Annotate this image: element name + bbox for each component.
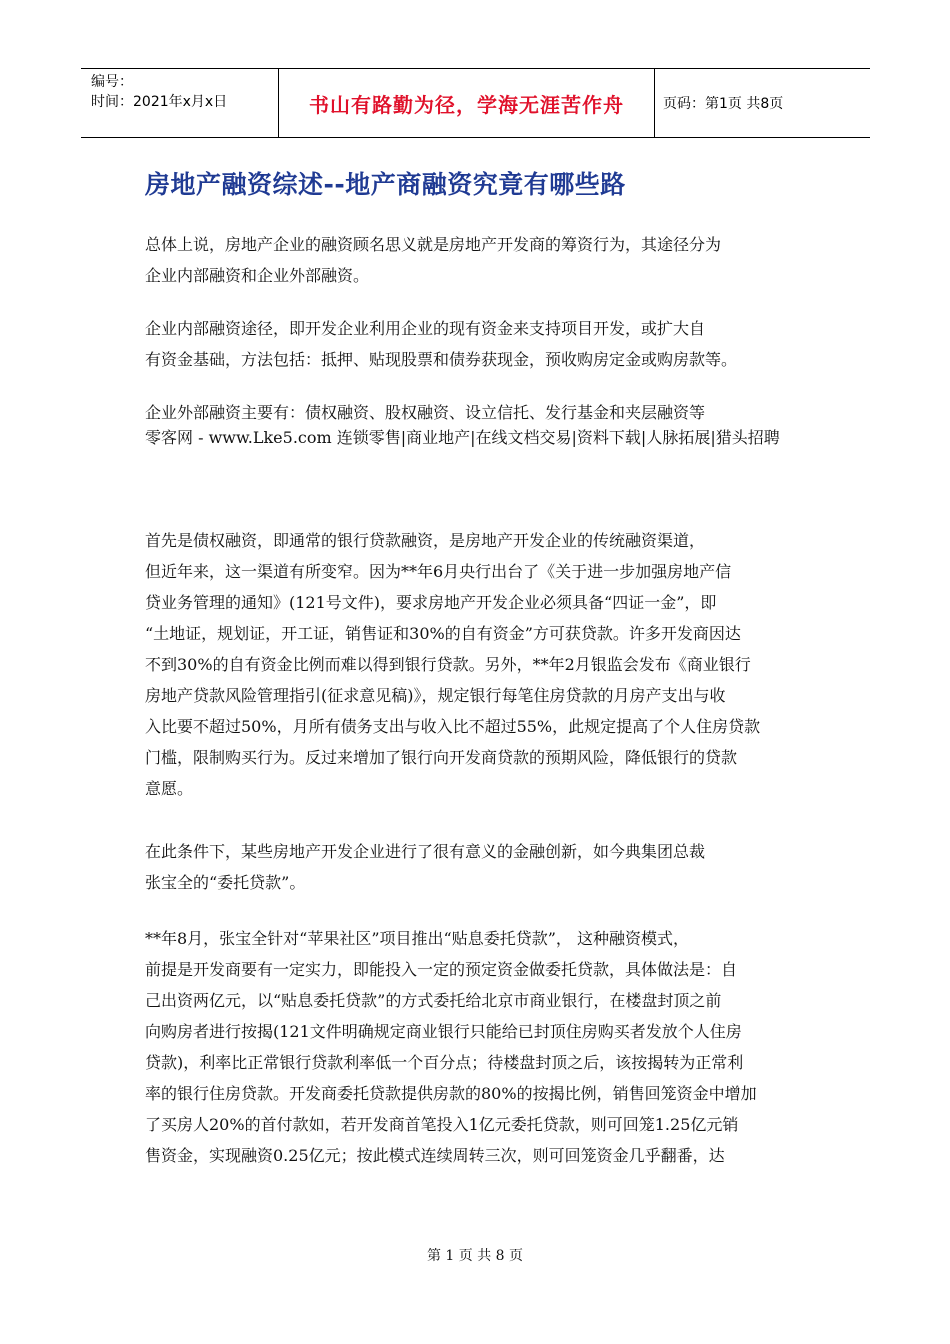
header-meta bbox=[81, 69, 279, 137]
paragraph-1: 总体上说，房地产企业的融资顾名思义就是房地产开发商的筹资行为，其途径分为 企业内部融资和企业外部融资。 bbox=[145, 235, 722, 285]
paragraph-2: 企业内部融资途径，即开发企业利用企业的现有资金来支持项目开发，或扩大自 有资金基础，方法包括：抵押、贴现股票和债券获现金，预收购房定金或购房款等。 bbox=[145, 319, 738, 369]
doc-time-label: 时间：2021年x月x日 bbox=[91, 94, 228, 110]
paragraph-3: 企业外部融资主要有：债权融资、股权融资、设立信托、发行基金和夹层融资等 bbox=[145, 403, 706, 422]
paragraph-6: **年8月，张宝全针对“苹果社区”项目推出“贴息委托贷款”， 这种融资模式， 前提是开发商要有一定实力，即能投入一定的预定资金做委托贷款，具体做法是：自 己出资两亿元，以“贴息委托贷款”的方式委托给北京市商业银行，在楼盘封顶之前 向购房者进行按揭(121文件明确规定商业银行只能给已封顶住房购买者发放个人住房 贷款)，利率比正常银行贷款利率低一个百分点；待楼盘封顶之后，该按揭转为正常利 率的银行住房贷款。开发商委托贷款提供房款的80%的按揭比例，销售回笼资金中增加 了买房人20%的首付款如，若开发商首笔投入1亿元委托贷款，则可回笼1.25亿元销 售资金，实现融资0.25亿元；按此模式连续周转三次，则可回笼资金几乎翻番，达 bbox=[145, 929, 757, 1165]
page-footer: 第 1 页 共 8 页 bbox=[426, 1248, 524, 1264]
doc-number-label: 编号： bbox=[91, 74, 133, 90]
document-title: 房地产融资综述--地产商融资究竟有哪些路 bbox=[145, 170, 626, 199]
page-header bbox=[81, 68, 870, 138]
website-link-line[interactable]: 零客网 - www.Lke5.com 连锁零售|商业地产|在线文档交易|资料下载|人脉拓展|猎头招聘 bbox=[145, 428, 780, 447]
paragraph-5: 在此条件下，某些房地产开发企业进行了很有意义的金融创新，如今典集团总裁 张宝全的“委托贷款”。 bbox=[145, 842, 706, 892]
header-page-info: 页码：第1页 共8页 bbox=[663, 96, 784, 112]
header-motto: 书山有路勤为径，学海无涯苦作舟 bbox=[279, 69, 655, 137]
paragraph-4: 首先是债权融资，即通常的银行贷款融资，是房地产开发企业的传统融资渠道， 但近年来，这一渠道有所变窄。因为**年6月央行出台了《关于进一步加强房地产信 贷业务管理的通知》(121号文件)，要求房地产开发企业必须具备“四证一金”，即 “土地证，规划证，开工证，销售证和30%的自有资金”方可获贷款。许多开发商因达 不到30%的自有资金比例而难以得到银行贷款。另外，**年2月银监会发布《商业银行 房地产贷款风险管理指引(征求意见稿)》，规定银行每笔住房贷款的月房产支出与收 入比要不超过50%，月所有债务支出与收入比不超过55%，此规定提高了个人住房贷款 门槛，限制购买行为。反过来增加了银行向开发商贷款的预期风险，降低银行的贷款 意愿。 bbox=[145, 531, 761, 798]
